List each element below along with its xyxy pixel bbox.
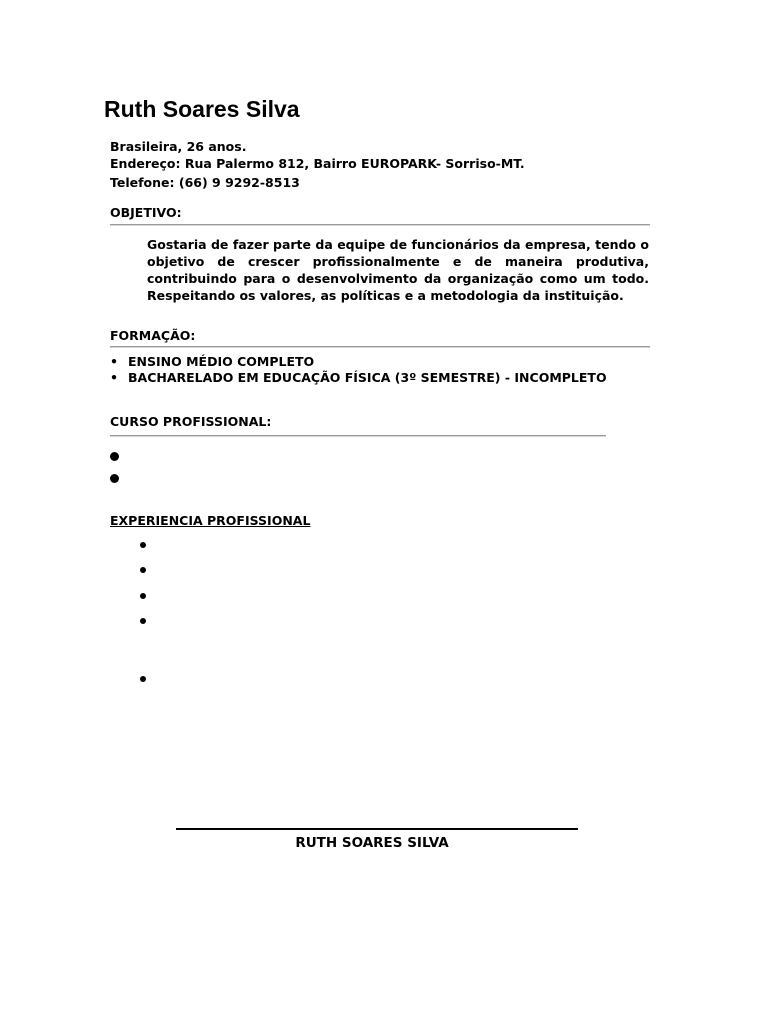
education-item-label: BACHARELADO EM EDUCAÇÃO FÍSICA (3º SEMESTRE) - INCOMPLETO xyxy=(128,370,607,385)
course-bullet-icon xyxy=(110,474,119,483)
education-divider xyxy=(110,346,650,348)
objective-divider xyxy=(110,224,650,226)
education-item xyxy=(110,370,607,386)
objective-text: Gostaria de fazer parte da equipe de funcionários da empresa, tendo o objetivo de crescer profissionalmente e de maneira produtiva, contribuindo para o desenvolvimento da organização como um todo. Respeitando os valores, as políticas e a metodologia da instituição. xyxy=(147,237,649,303)
experience-bullet-icon xyxy=(140,567,146,573)
signature-line xyxy=(176,828,578,830)
experience-bullet-icon xyxy=(140,542,146,548)
education-title: FORMAÇÃO: xyxy=(110,328,196,343)
experience-title: EXPERIENCIA PROFISSIONAL xyxy=(110,513,311,528)
professional-course-divider xyxy=(110,435,606,437)
professional-course-title: CURSO PROFISSIONAL: xyxy=(110,414,272,429)
bullet-icon: • xyxy=(110,354,118,369)
experience-bullet-icon xyxy=(140,593,146,599)
address: Endereço: Rua Palermo 812, Bairro EUROPARK- Sorriso-MT. xyxy=(110,156,525,171)
phone: Telefone: (66) 9 9292-8513 xyxy=(110,175,300,190)
education-list xyxy=(110,354,607,386)
education-item xyxy=(110,354,607,370)
bullet-icon: • xyxy=(110,370,118,385)
experience-bullet-icon xyxy=(140,676,146,682)
experience-bullet-icon xyxy=(140,618,146,624)
nationality-age: Brasileira, 26 anos. xyxy=(110,139,247,154)
candidate-name: Ruth Soares Silva xyxy=(104,96,300,122)
education-item-label: ENSINO MÉDIO COMPLETO xyxy=(128,354,315,369)
course-bullet-icon xyxy=(110,452,119,461)
objective-title: OBJETIVO: xyxy=(110,205,182,220)
signature-name: RUTH SOARES SILVA xyxy=(295,835,449,851)
